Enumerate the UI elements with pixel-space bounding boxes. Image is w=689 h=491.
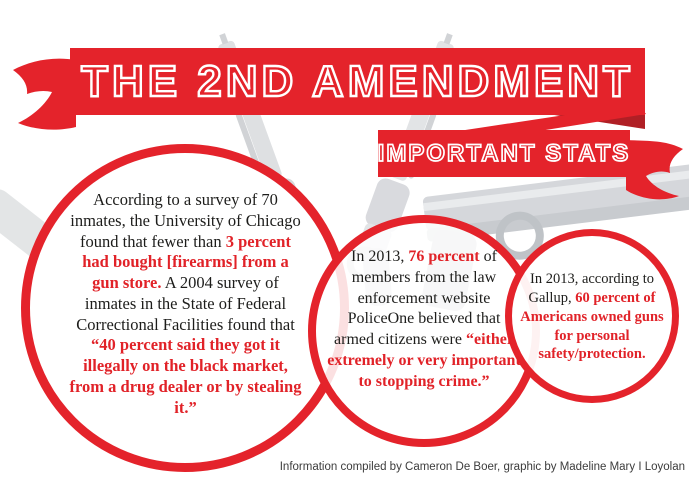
title-banner [70, 48, 645, 115]
page-title: THE 2ND AMENDMENT [81, 56, 634, 106]
text-segment-red: 3 percent had bought [firearms] from a gun store. [82, 231, 291, 293]
text-segment-black: In 2013, [351, 248, 409, 265]
text-segment-red: “40 percent said they got it illegally on the black market, from a drug dealer or by stealing it.” [69, 335, 302, 417]
text-segment-red: 76 percent [408, 248, 480, 265]
attribution-credit: Information compiled by Cameron De Boer, graphic by Madeline Mary I Loyolan [279, 461, 685, 473]
stat-text-inmates [68, 190, 303, 419]
stat-text-policeone [326, 247, 522, 393]
text-segment-black: In 2013, according to Gallup, [528, 271, 655, 306]
page-subtitle: IMPORTANT STATS [377, 139, 631, 167]
text-segment-red: 60 percent of Americans owned guns for personal safety/protection. [520, 289, 664, 363]
subtitle-banner [378, 130, 630, 177]
text-segment-black: of members from the law enforcement website PoliceOne believed that armed citizens were [334, 248, 501, 349]
text-segment-black: According to a survey of 70 inmates, the University of Chicago found that fewer than [70, 190, 301, 251]
text-segment-black: A 2004 survey of inmates in the State of Federal Correctional Facilities found that [76, 273, 295, 334]
stat-text-gallup [512, 270, 672, 364]
left-ribbon-tail [13, 59, 76, 130]
text-segment-red: “either extremely or very important to stopping crime.” [327, 331, 521, 390]
